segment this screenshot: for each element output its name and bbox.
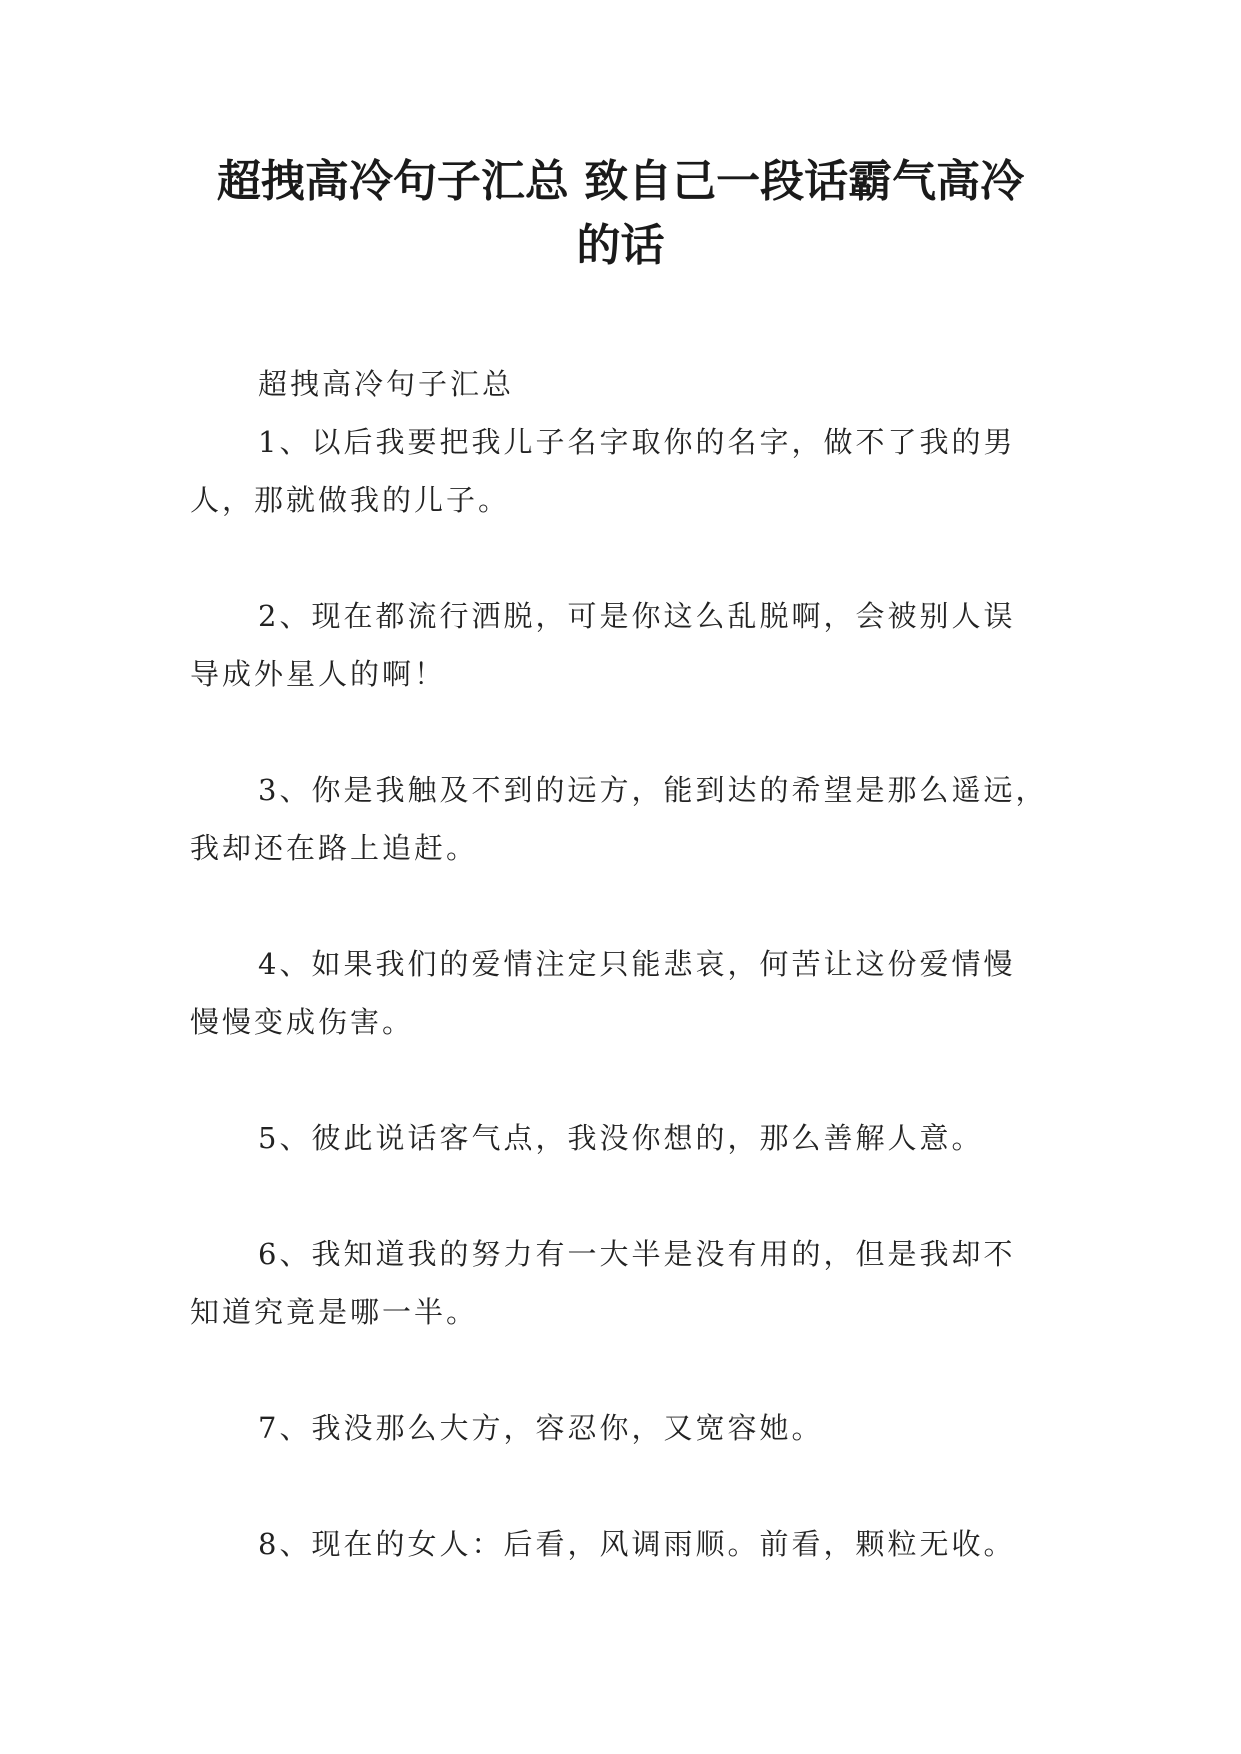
list-item-line: 8、现在的女人：后看，风调雨顺。前看，颗粒无收。	[258, 1527, 1016, 1561]
list-item-line: 知道究竟是哪一半。	[190, 1295, 479, 1329]
list-item	[190, 1109, 1060, 1167]
title-line-1: 超拽高冷句子汇总 致自己一段话霸气高冷	[216, 156, 1025, 207]
list-item-line: 6、我知道我的努力有一大半是没有用的，但是我却不	[258, 1237, 1016, 1271]
list-item-line: 3、你是我触及不到的远方，能到达的希望是那么遥远，	[258, 773, 1048, 807]
list-item	[190, 413, 1060, 529]
list-item-line: 我却还在路上追赶。	[190, 831, 479, 865]
list-item	[190, 761, 1060, 877]
document-body	[190, 355, 1060, 1631]
list-item-line: 慢慢变成伤害。	[190, 1005, 415, 1039]
list-item	[190, 1225, 1060, 1341]
list-item-line: 1、以后我要把我儿子名字取你的名字，做不了我的男	[258, 425, 1016, 459]
list-item-line: 2、现在都流行洒脱，可是你这么乱脱啊，会被别人误	[258, 599, 1016, 633]
list-item-line: 5、彼此说话客气点，我没你想的，那么善解人意。	[258, 1121, 984, 1155]
list-item	[190, 1399, 1060, 1457]
list-item	[190, 587, 1060, 703]
list-item-line: 人，那就做我的儿子。	[190, 483, 511, 517]
list-item-line: 导成外星人的啊！	[190, 657, 447, 691]
section-heading: 超拽高冷句子汇总	[258, 367, 515, 401]
list-item	[190, 935, 1060, 1051]
document-title	[150, 150, 1091, 278]
list-item-line: 7、我没那么大方，容忍你，又宽容她。	[258, 1411, 824, 1445]
list-item	[190, 1515, 1060, 1573]
list-item-line: 4、如果我们的爱情注定只能悲哀，何苦让这份爱情慢	[258, 947, 1016, 981]
title-line-2: 的话	[576, 220, 665, 271]
